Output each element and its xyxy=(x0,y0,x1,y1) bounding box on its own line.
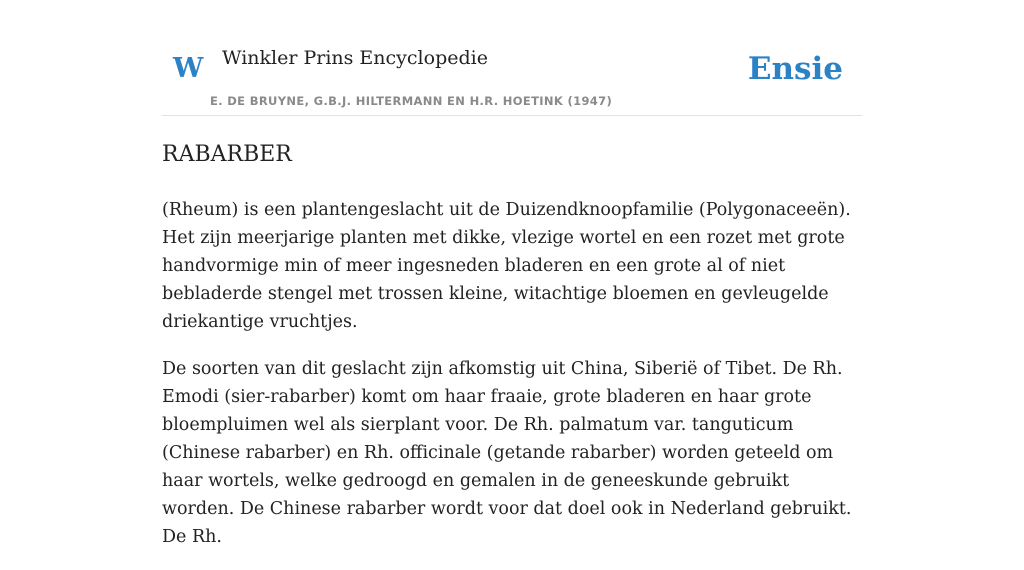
site-header xyxy=(162,0,862,116)
ensie-logo-link[interactable]: Ensie xyxy=(747,51,843,87)
publication-title[interactable]: Winkler Prins Encyclopedie xyxy=(222,47,488,69)
article-paragraph-2: De soorten van dit geslacht zijn afkomstig uit China, Siberië of Tibet. De Rh. Emodi (sier-rabarber) komt om haar fraaie, grote bladeren en haar grote bloempluimen wel als sierplant voor. De Rh. palmatum var. tanguticum (Chinese rabarber) en Rh. officinale (getande rabarber) worden geteeld om haar wortels, welke gedroogd en gemalen in de geneeskunde gebruikt worden. De Chinese rabarber wordt voor dat doel ook in Nederland gebruikt. De Rh. xyxy=(162,359,852,547)
article-title: RABARBER xyxy=(162,142,292,167)
article-paragraph-1: (Rheum) is een plantengeslacht uit de Duizendknoopfamilie (Polygonaceeën). Het zijn meerjarige planten met dikke, vlezige wortel en een rozet met grote handvormige min of meer ingesneden bladeren en een grote al of niet bebladerde stengel met trossen kleine, witachtige bloemen en gevleugelde driekantige vruchtjes. xyxy=(162,200,851,332)
publication-authors: E. DE BRUYNE, G.B.J. HILTERMANN EN H.R. HOETINK (1947) xyxy=(210,94,613,108)
article xyxy=(162,138,862,570)
winkler-prins-logo-icon[interactable]: W xyxy=(173,53,204,84)
